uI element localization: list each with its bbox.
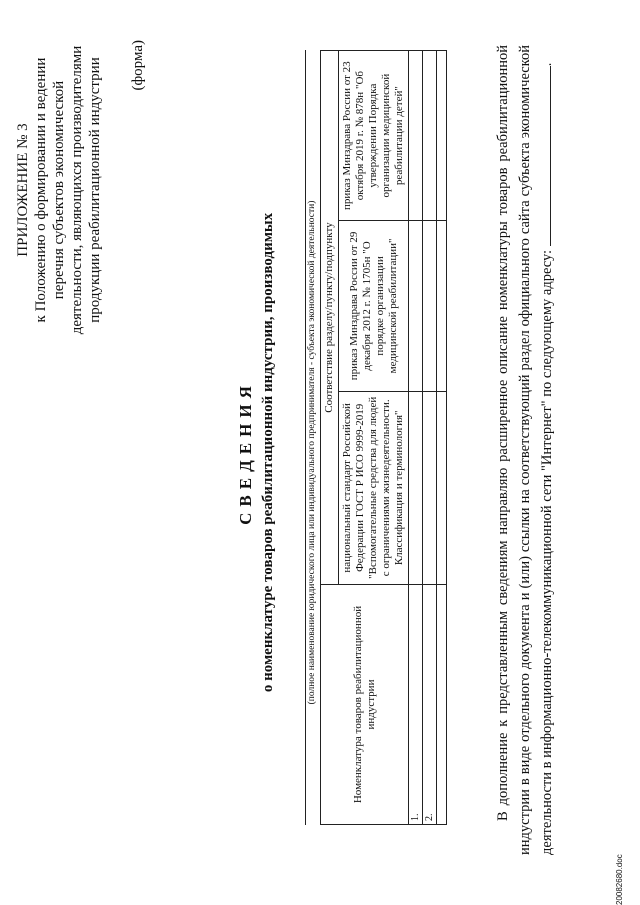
table-cell[interactable] — [437, 585, 447, 825]
table-header-row — [321, 51, 339, 825]
file-reference: 20082680.doc — [615, 854, 624, 905]
row-number[interactable]: 1. — [409, 585, 423, 825]
supplement-paragraph — [492, 45, 558, 855]
nomenclature-table — [320, 50, 447, 825]
form-label: (форма) — [130, 40, 146, 91]
col-order-1705n-header: приказ Минздрава России от 29 декабря 2012 г. № 1705н "О порядке организации медицинской реабилитации" — [339, 221, 409, 391]
table-row — [409, 51, 423, 825]
table-cell[interactable] — [437, 221, 447, 391]
table-cell[interactable] — [437, 51, 447, 221]
appendix-line-1: к Положению о формировании и ведении — [33, 57, 49, 323]
table-cell[interactable] — [423, 391, 437, 585]
table-cell[interactable] — [437, 391, 447, 585]
organization-name-caption: (полное наименование юридического лица или индивидуального предпринимателя - субъекта экономической деятельности) — [307, 200, 317, 705]
col-group-header: Соответствие разделу/пункту/подпункту — [321, 51, 339, 585]
address-blank-line[interactable] — [537, 66, 551, 246]
appendix-line-3: деятельности, являющихся производителями — [69, 45, 85, 335]
supplement-text: В дополнение к представленным сведениям направляю расширенное описание номенклатуры товаров реабилитационной индустрии в виде отдельного документа и (или) ссылки на соответствующий раздел официального сайта субъекта экономической деятельности в информационно-телекоммуникационной сети "Интернет" по следующему адресу: — [495, 45, 555, 855]
appendix-header — [14, 40, 104, 340]
col-gost-header: национальный стандарт Российской Федерации ГОСТ Р ИСО 9999-2019 "Вспомогательные средства для людей с ограничениями жизнедеятельности. Классификация и терминология" — [339, 391, 409, 585]
document-title: СВЕДЕНИЯ — [236, 380, 255, 525]
organization-name-line[interactable] — [305, 50, 306, 825]
appendix-line-2: перечня субъектов экономической — [51, 80, 67, 300]
table-cell[interactable] — [409, 51, 423, 221]
appendix-title: ПРИЛОЖЕНИЕ № 3 — [15, 123, 31, 257]
col-nomenclature-header: Номенклатура товаров реабилитационной индустрии — [321, 585, 409, 825]
document-subtitle: о номенклатуре товаров реабилитационной индустрии, производимых — [260, 212, 276, 693]
table-cell[interactable] — [423, 221, 437, 391]
table-cell[interactable] — [423, 51, 437, 221]
col-order-878n-header: приказ Минздрава России от 23 октября 2019 г. № 878н "Об утверждении Порядка организации медицинской реабилитации детей" — [339, 51, 409, 221]
supplement-end: . — [539, 62, 555, 67]
table-row — [437, 51, 447, 825]
table-row — [423, 51, 437, 825]
row-number[interactable]: 2. — [423, 585, 437, 825]
appendix-line-4: продукции реабилитационной индустрии — [87, 57, 103, 323]
table-cell[interactable] — [409, 391, 423, 585]
table-cell[interactable] — [409, 221, 423, 391]
